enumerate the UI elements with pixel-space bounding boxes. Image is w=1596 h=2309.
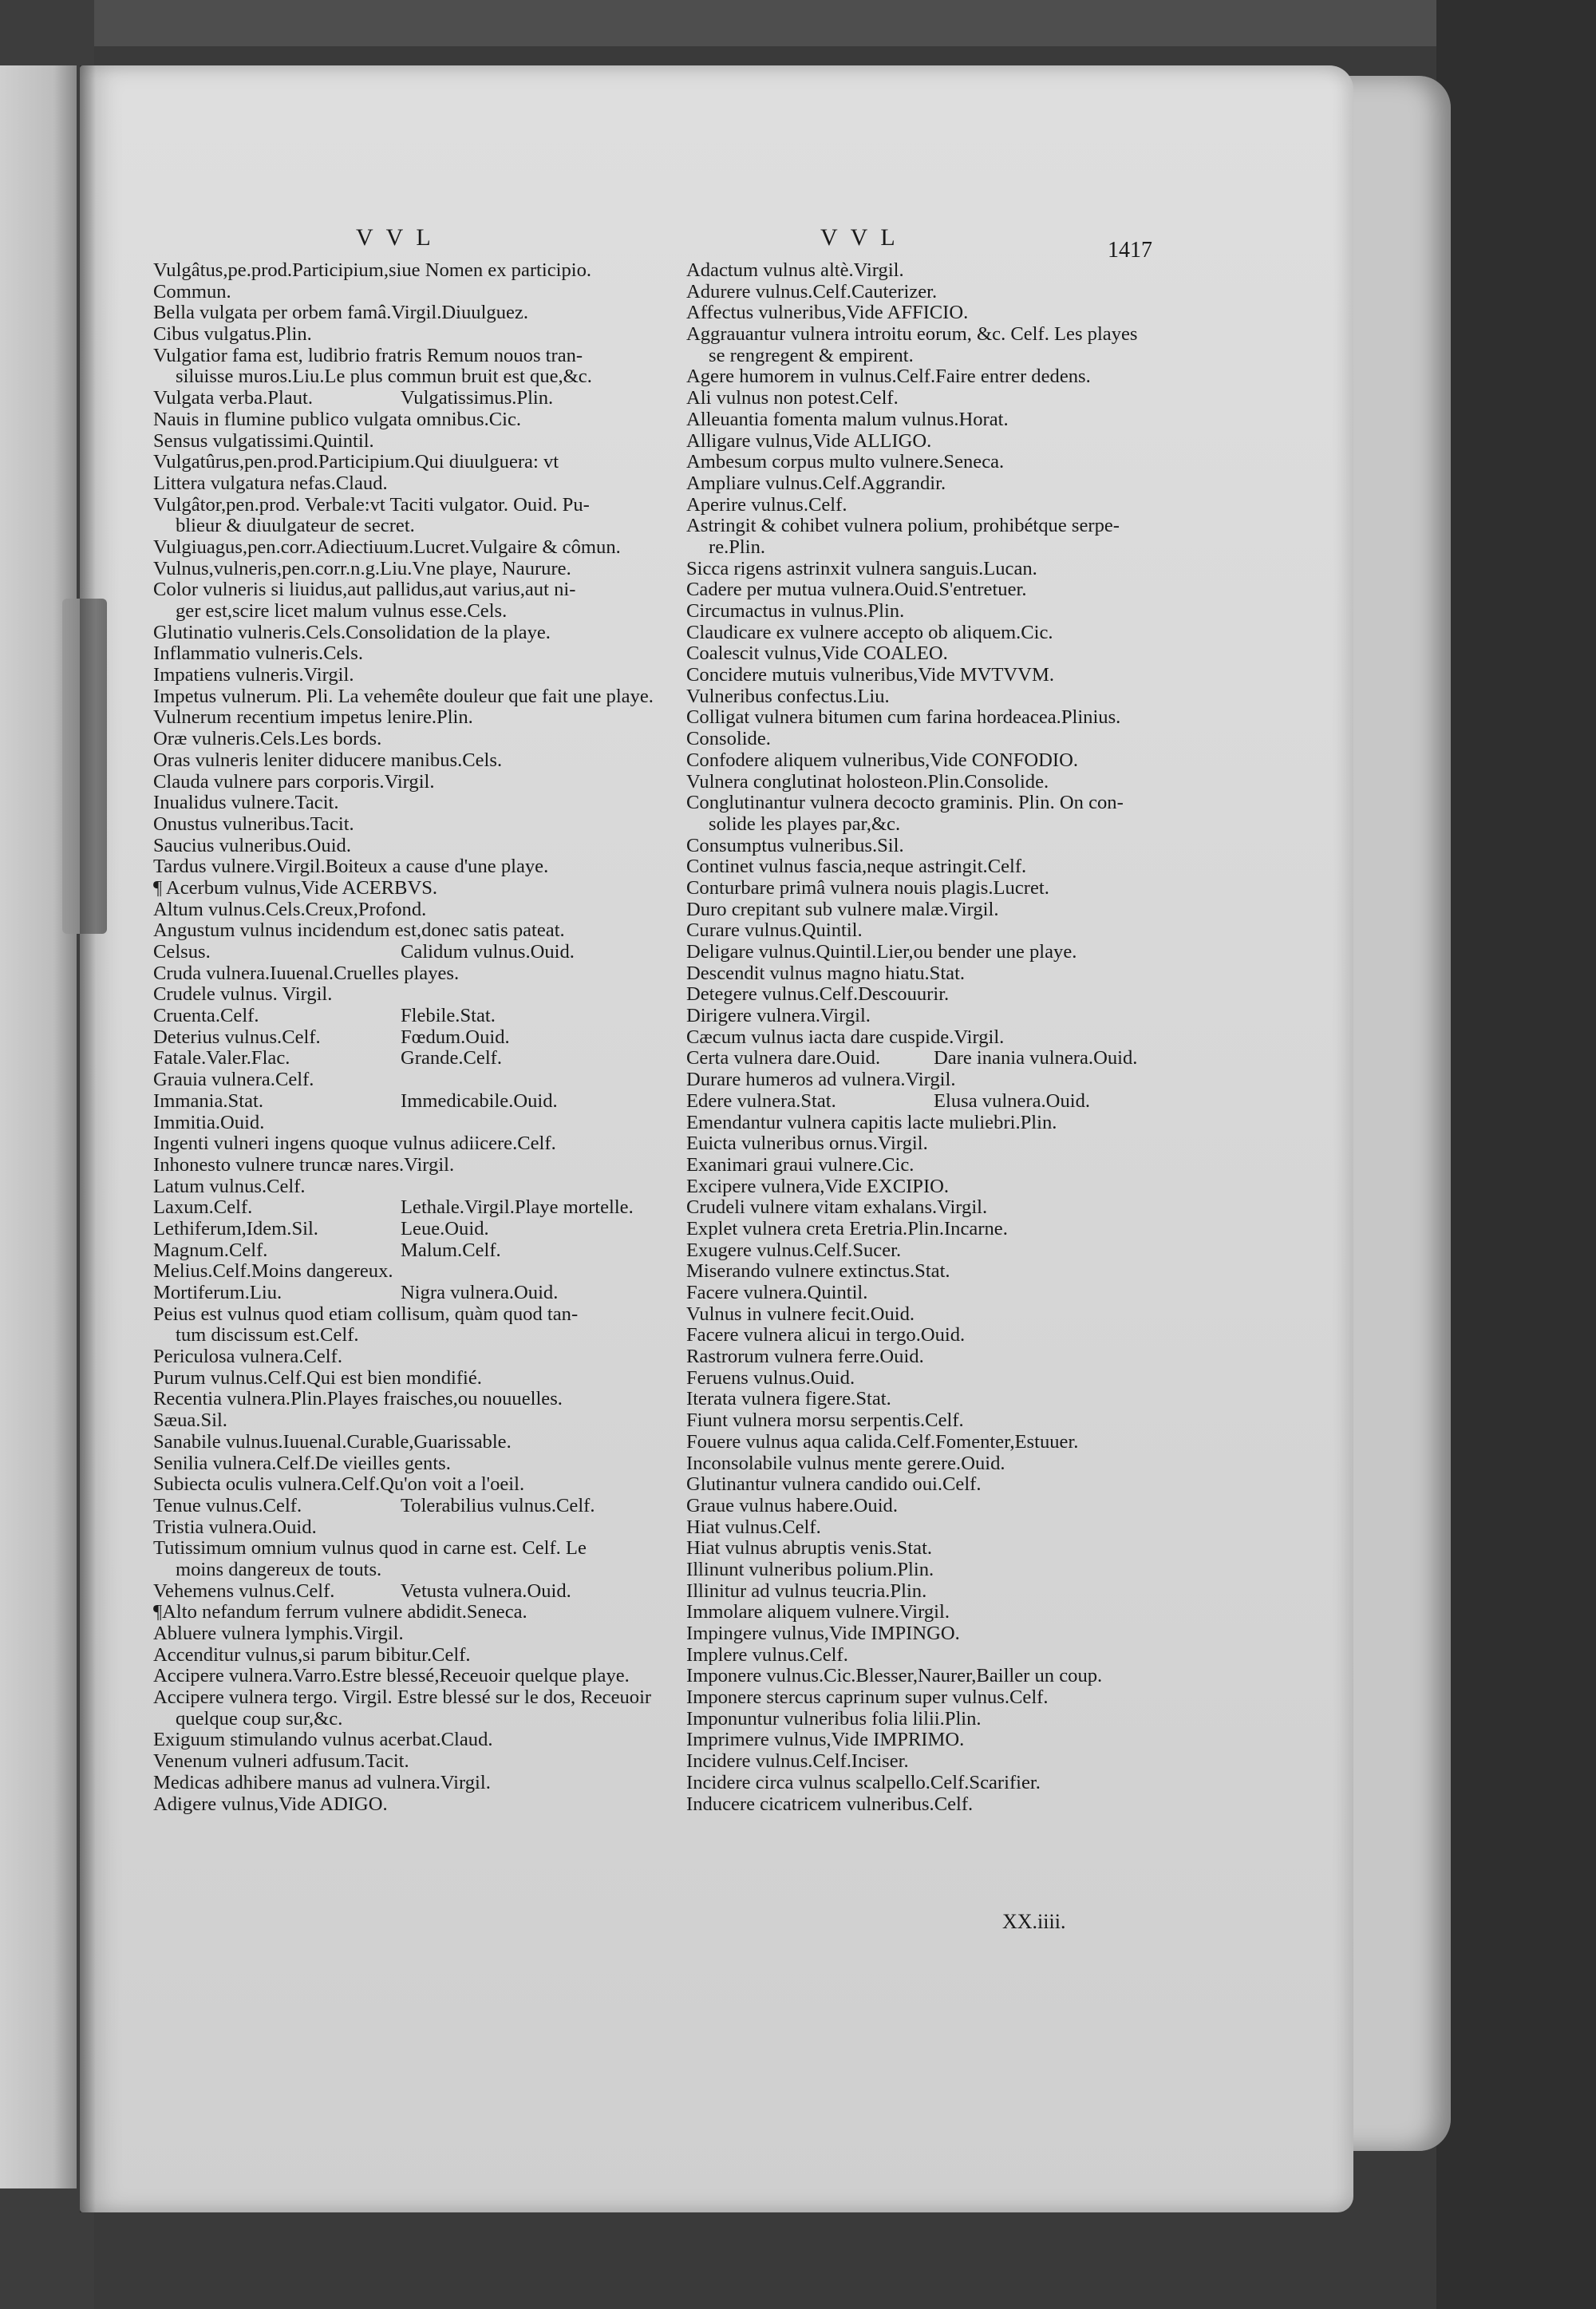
- dictionary-line: solide les playes par,&c.: [709, 812, 901, 835]
- dictionary-line: Exiguum stimulando vulnus acerbat.Claud.: [153, 1729, 493, 1751]
- dictionary-line: [153, 1006, 646, 1027]
- dictionary-line: Periculosa vulnera.Celf.: [153, 1346, 342, 1368]
- dictionary-line: Tardus vulnere.Virgil.Boiteux a cause d'une playe.: [153, 856, 549, 878]
- dictionary-line: Descendit vulnus magno hiatu.Stat.: [686, 962, 966, 984]
- dictionary-line: Commun.: [153, 280, 231, 302]
- dictionary-line: Angustum vulnus incidendum est,donec satis pateat.: [153, 919, 565, 942]
- dictionary-line: re.Plin.: [709, 536, 766, 558]
- dictionary-line: Tristia vulnera.Ouid.: [153, 1516, 317, 1538]
- dictionary-line: Accenditur vulnus,si parum bibitur.Celf.: [153, 1643, 471, 1666]
- dictionary-line: [686, 1091, 1165, 1113]
- dictionary-line: se rengregent & empirent.: [709, 344, 914, 366]
- entry-part: Edere vulnera.Stat.: [686, 1089, 836, 1112]
- entry-part: Immania.Stat.: [153, 1089, 263, 1112]
- dictionary-line: Illinitur ad vulnus teucria.Plin.: [686, 1580, 927, 1602]
- dictionary-line: Curare vulnus.Quintil.: [686, 919, 863, 942]
- signature-mark: XX.iiii.: [1002, 1910, 1066, 1933]
- dictionary-line: Cibus vulgatus.Plin.: [153, 323, 312, 346]
- dictionary-line: Iterata vulnera figere.Stat.: [686, 1388, 891, 1410]
- dictionary-line: Conglutinantur vulnera decocto graminis. Plin. On con-: [686, 792, 1124, 814]
- dictionary-line: [153, 388, 646, 409]
- entry-part: Fœdum.Ouid.: [401, 1026, 510, 1048]
- dictionary-line: Nauis in flumine publico vulgata omnibus.Cic.: [153, 408, 522, 430]
- dictionary-line: Vulgâtor,pen.prod. Verbale:vt Taciti vulgator. Ouid. Pu-: [153, 493, 590, 516]
- dictionary-line: [153, 1027, 646, 1049]
- dictionary-line: Vulnerum recentium impetus lenire.Plin.: [153, 706, 473, 729]
- entry-part: Vetusta vulnera.Ouid.: [401, 1580, 571, 1602]
- dictionary-line: Imponuntur vulneribus folia lilii.Plin.: [686, 1707, 982, 1730]
- dictionary-line: Consolide.: [686, 728, 771, 750]
- dictionary-line: Glutinatio vulneris.Cels.Consolidation de la playe.: [153, 621, 551, 643]
- dictionary-line: ¶ Acerbum vulnus,Vide ACERBVS.: [153, 876, 438, 899]
- dictionary-line: Vulgiuagus,pen.corr.Adiectiuum.Lucret.Vulgaire & cômun.: [153, 536, 621, 558]
- dictionary-line: Facere vulnera alicui in tergo.Ouid.: [686, 1324, 966, 1346]
- entry-part: Magnum.Celf.: [153, 1239, 268, 1261]
- dictionary-line: Sanabile vulnus.Iuuenal.Curable,Guarissable.: [153, 1430, 512, 1453]
- dictionary-line: Medicas adhibere manus ad vulnera.Virgil.: [153, 1771, 491, 1793]
- entry-part: Mortiferum.Liu.: [153, 1282, 282, 1303]
- dictionary-line: Incidere vulnus.Celf.Inciser.: [686, 1750, 909, 1773]
- dictionary-line: Tutissimum omnium vulnus quod in carne est. Celf. Le: [153, 1537, 587, 1560]
- dictionary-line: Cruda vulnera.Iuuenal.Cruelles playes.: [153, 962, 460, 984]
- entry-part: Vulgatissimus.Plin.: [401, 387, 554, 409]
- dictionary-line: Vulgatûrus,pen.prod.Participium.Qui diuulguera: vt: [153, 451, 559, 473]
- dictionary-line: Circumactus in vulnus.Plin.: [686, 600, 905, 622]
- dictionary-line: Vulneribus confectus.Liu.: [686, 685, 890, 707]
- dictionary-line: Peius est vulnus quod etiam collisum, quàm quod tan-: [153, 1303, 579, 1325]
- dictionary-line: Inconsolabile vulnus mente gerere.Ouid.: [686, 1452, 1005, 1474]
- dictionary-line: Illinunt vulneribus polium.Plin.: [686, 1558, 934, 1580]
- dictionary-line: [153, 1048, 646, 1069]
- entry-part: Vulgata verba.Plaut.: [153, 387, 313, 409]
- dictionary-line: Miserando vulnere extinctus.Stat.: [686, 1260, 950, 1283]
- dictionary-line: Accipere vulnera.Varro.Estre blessé,Receuoir quelque playe.: [153, 1665, 630, 1687]
- dictionary-line: Alligare vulnus,Vide ALLIGO.: [686, 429, 932, 452]
- right-column: [686, 260, 1165, 1815]
- dictionary-line: Durare humeros ad vulnera.Virgil.: [686, 1069, 956, 1091]
- dictionary-line: Purum vulnus.Celf.Qui est bien mondifié.: [153, 1366, 482, 1389]
- dictionary-line: Vulnus in vulnere fecit.Ouid.: [686, 1303, 915, 1325]
- dictionary-line: Clauda vulnere pars corporis.Virgil.: [153, 770, 435, 793]
- dictionary-line: Inducere cicatricem vulneribus.Celf.: [686, 1793, 974, 1815]
- dictionary-line: Exugere vulnus.Celf.Sucer.: [686, 1239, 902, 1261]
- dictionary-line: [153, 1240, 646, 1262]
- scan-background-right: [1436, 0, 1596, 2309]
- dictionary-line: Aggrauantur vulnera introitu eorum, &c. Celf. Les playes: [686, 323, 1138, 346]
- dictionary-line: Alleuantia fomenta malum vulnus.Horat.: [686, 408, 1009, 430]
- dictionary-line: Conturbare primâ vulnera nouis plagis.Lucret.: [686, 876, 1049, 899]
- dictionary-line: Excipere vulnera,Vide EXCIPIO.: [686, 1175, 950, 1197]
- dictionary-line: Emendantur vulnera capitis lacte muliebri.Plin.: [686, 1111, 1057, 1133]
- dictionary-line: [153, 942, 646, 963]
- dictionary-line: Abluere vulnera lymphis.Virgil.: [153, 1623, 404, 1644]
- dictionary-line: Sensus vulgatissimi.Quintil.: [153, 429, 374, 452]
- dictionary-line: Consumptus vulneribus.Sil.: [686, 834, 904, 856]
- entry-part: Fatale.Valer.Flac.: [153, 1047, 290, 1069]
- entry-part: Immedicabile.Ouid.: [401, 1089, 558, 1112]
- dictionary-line: Bella vulgata per orbem famâ.Virgil.Diuulguez.: [153, 302, 528, 324]
- dictionary-line: Aperire vulnus.Celf.: [686, 493, 847, 516]
- dictionary-line: Imprimere vulnus,Vide IMPRIMO.: [686, 1729, 965, 1751]
- dictionary-line: Ambesum corpus multo vulnere.Seneca.: [686, 451, 1005, 473]
- dictionary-line: Dirigere vulnera.Virgil.: [686, 1005, 871, 1027]
- dictionary-line: Adigere vulnus,Vide ADIGO.: [153, 1793, 388, 1815]
- entry-part: Lethale.Virgil.Playe mortelle.: [401, 1196, 634, 1219]
- entry-part: Nigra vulnera.Ouid.: [401, 1282, 559, 1303]
- dictionary-line: Deligare vulnus.Quintil.Lier,ou bender une playe.: [686, 941, 1077, 963]
- entry-part: Laxum.Celf.: [153, 1196, 253, 1219]
- dictionary-line: Fiunt vulnera morsu serpentis.Celf.: [686, 1410, 964, 1432]
- running-head-right: VVL: [820, 224, 908, 251]
- dictionary-line: Crudeli vulnere vitam exhalans.Virgil.: [686, 1196, 988, 1219]
- dictionary-line: Vulnus,vulneris,pen.corr.n.g.Liu.Vne playe, Naurure.: [153, 557, 571, 579]
- entry-part: Leue.Ouid.: [401, 1217, 489, 1240]
- dictionary-line: Adactum vulnus altè.Virgil.: [686, 259, 904, 281]
- dictionary-line: quelque coup sur,&c.: [176, 1707, 343, 1730]
- entry-part: Vehemens vulnus.Celf.: [153, 1580, 335, 1602]
- dictionary-line: [686, 1048, 1165, 1069]
- entry-part: Elusa vulnera.Ouid.: [934, 1089, 1091, 1112]
- dictionary-line: Venenum vulneri adfusum.Tacit.: [153, 1750, 409, 1773]
- dictionary-line: Coalescit vulnus,Vide COALEO.: [686, 642, 948, 665]
- dictionary-line: Adurere vulnus.Celf.Cauterizer.: [686, 280, 938, 302]
- dictionary-line: [153, 1581, 646, 1603]
- dictionary-line: Recentia vulnera.Plin.Playes fraisches,ou nouuelles.: [153, 1388, 563, 1410]
- dictionary-line: Concidere mutuis vulneribus,Vide MVTVVM.: [686, 664, 1054, 686]
- dictionary-line: Cadere per mutua vulnera.Ouid.S'entretuer.: [686, 579, 1027, 601]
- dictionary-line: moins dangereux de touts.: [176, 1558, 382, 1580]
- dictionary-line: siluisse muros.Liu.Le plus commun bruit est que,&c.: [176, 366, 592, 388]
- dictionary-line: Immolare aliquem vulnere.Virgil.: [686, 1601, 950, 1623]
- dictionary-line: Senilia vulnera.Celf.De vieilles gents.: [153, 1452, 451, 1474]
- dictionary-line: Rastrorum vulnera ferre.Ouid.: [686, 1346, 924, 1368]
- dictionary-line: Ingenti vulneri ingens quoque vulnus adiicere.Celf.: [153, 1133, 556, 1155]
- dictionary-line: Astringit & cohibet vulnera polium, prohibétque serpe-: [686, 515, 1120, 537]
- entry-part: Tolerabilius vulnus.Celf.: [401, 1494, 595, 1516]
- dictionary-line: Subiecta oculis vulnera.Celf.Qu'on voit a l'oeil.: [153, 1473, 525, 1496]
- entry-part: Deterius vulnus.Celf.: [153, 1026, 321, 1048]
- dictionary-line: Claudicare ex vulnere accepto ob aliquem.Cic.: [686, 621, 1053, 643]
- dictionary-line: Colligat vulnera bitumen cum farina hordeacea.Plinius.: [686, 706, 1121, 729]
- dictionary-line: Inhonesto vulnere truncæ nares.Virgil.: [153, 1153, 455, 1176]
- dictionary-line: Continet vulnus fascia,neque astringit.Celf.: [686, 856, 1027, 878]
- dictionary-line: Sicca rigens astrinxit vulnera sanguis.Lucan.: [686, 557, 1037, 579]
- dictionary-line: Vulgatior fama est, ludibrio fratris Remum nouos tran-: [153, 344, 583, 366]
- dictionary-line: Fouere vulnus aqua calida.Celf.Fomenter,Estuuer.: [686, 1430, 1079, 1453]
- dictionary-line: Confodere aliquem vulneribus,Vide CONFODIO.: [686, 749, 1078, 771]
- dictionary-line: Impingere vulnus,Vide IMPINGO.: [686, 1623, 960, 1644]
- dictionary-line: Onustus vulneribus.Tacit.: [153, 812, 354, 835]
- dictionary-line: Vulnera conglutinat holosteon.Plin.Consolide.: [686, 770, 1049, 793]
- dictionary-line: [153, 1496, 646, 1517]
- dictionary-line: Cæcum vulnus iacta dare cuspide.Virgil.: [686, 1026, 1005, 1048]
- dictionary-line: Graue vulnus habere.Ouid.: [686, 1494, 898, 1516]
- dictionary-line: Euicta vulneribus ornus.Virgil.: [686, 1133, 928, 1155]
- dictionary-line: ¶Alto nefandum ferrum vulnere abdidit.Seneca.: [153, 1601, 527, 1623]
- dictionary-line: [153, 1091, 646, 1113]
- dictionary-line: blieur & diuulgateur de secret.: [176, 515, 415, 537]
- entry-part: Cruenta.Celf.: [153, 1005, 259, 1027]
- dictionary-line: Inualidus vulnere.Tacit.: [153, 792, 339, 814]
- dictionary-line: Explet vulnera creta Eretria.Plin.Incarne.: [686, 1217, 1008, 1240]
- entry-part: Lethiferum,Idem.Sil.: [153, 1217, 318, 1240]
- dictionary-line: Implere vulnus.Celf.: [686, 1643, 848, 1666]
- dictionary-line: Imponere vulnus.Cic.Blesser,Naurer,Bailler un coup.: [686, 1665, 1103, 1687]
- dictionary-line: Affectus vulneribus,Vide AFFICIO.: [686, 302, 969, 324]
- dictionary-line: Oras vulneris leniter diducere manibus.Cels.: [153, 749, 503, 771]
- entry-part: Malum.Celf.: [401, 1239, 501, 1261]
- dictionary-line: Accipere vulnera tergo. Virgil. Estre blessé sur le dos, Receuoir: [153, 1686, 652, 1709]
- gutter-shadow: [80, 65, 96, 2212]
- dictionary-line: Imponere stercus caprinum super vulnus.Celf.: [686, 1686, 1049, 1709]
- entry-part: Certa vulnera dare.Ouid.: [686, 1047, 881, 1069]
- entry-part: Grande.Celf.: [401, 1047, 503, 1069]
- left-column: [153, 259, 654, 1815]
- dictionary-line: Exanimari graui vulnere.Cic.: [686, 1153, 915, 1176]
- dictionary-line: Feruens vulnus.Ouid.: [686, 1366, 855, 1389]
- dictionary-line: Inflammatio vulneris.Cels.: [153, 642, 363, 665]
- entry-part: Dare inania vulnera.Ouid.: [934, 1047, 1138, 1069]
- dictionary-line: Latum vulnus.Celf.: [153, 1175, 306, 1197]
- dictionary-line: Sæua.Sil.: [153, 1410, 227, 1432]
- dictionary-line: Glutinantur vulnera candido oui.Celf.: [686, 1473, 982, 1496]
- dictionary-line: Duro crepitant sub vulnere malæ.Virgil.: [686, 898, 999, 920]
- folio-number: 1417: [1108, 238, 1152, 263]
- entry-part: Celsus.: [153, 941, 211, 963]
- dictionary-line: [153, 1219, 646, 1240]
- dictionary-line: Littera vulgatura nefas.Claud.: [153, 472, 388, 494]
- dictionary-line: Ampliare vulnus.Celf.Aggrandir.: [686, 472, 946, 494]
- dictionary-line: ger est,scire licet malum vulnus esse.Cels.: [176, 600, 508, 622]
- dictionary-line: Ali vulnus non potest.Celf.: [686, 387, 899, 409]
- entry-part: Calidum vulnus.Ouid.: [401, 941, 575, 963]
- dictionary-line: tum discissum est.Celf.: [176, 1324, 359, 1346]
- dictionary-line: Immitia.Ouid.: [153, 1111, 265, 1133]
- dictionary-line: Facere vulnera.Quintil.: [686, 1282, 868, 1303]
- dictionary-line: Grauia vulnera.Celf.: [153, 1069, 314, 1091]
- entry-part: Tenue vulnus.Celf.: [153, 1494, 302, 1516]
- dictionary-line: [153, 1197, 646, 1219]
- dictionary-line: Incidere circa vulnus scalpello.Celf.Scarifier.: [686, 1771, 1041, 1793]
- dictionary-line: Melius.Celf.Moins dangereux.: [153, 1260, 393, 1283]
- dictionary-line: Oræ vulneris.Cels.Les bords.: [153, 728, 382, 750]
- dictionary-line: Altum vulnus.Cels.Creux,Profond.: [153, 898, 427, 920]
- dictionary-line: Impetus vulnerum. Pli. La vehemête douleur que fait une playe.: [153, 685, 654, 707]
- facing-page-edge: [0, 65, 77, 2188]
- dictionary-line: Agere humorem in vulnus.Celf.Faire entrer dedens.: [686, 366, 1091, 388]
- dictionary-line: Color vulneris si liuidus,aut pallidus,aut varius,aut ni-: [153, 579, 576, 601]
- dictionary-line: Hiat vulnus.Celf.: [686, 1516, 821, 1538]
- dictionary-line: Detegere vulnus.Celf.Descouurir.: [686, 983, 950, 1006]
- dictionary-line: Hiat vulnus abruptis venis.Stat.: [686, 1537, 933, 1560]
- dictionary-line: Impatiens vulneris.Virgil.: [153, 664, 354, 686]
- entry-part: Flebile.Stat.: [401, 1005, 496, 1027]
- dictionary-line: [153, 1283, 646, 1304]
- dictionary-line: Vulgâtus,pe.prod.Participium,siue Nomen ex participio.: [153, 259, 592, 281]
- running-head-left: VVL: [356, 224, 444, 251]
- scan-background-top: [0, 0, 1596, 46]
- dictionary-line: Saucius vulneribus.Ouid.: [153, 834, 351, 856]
- dictionary-line: Crudele vulnus. Virgil.: [153, 983, 333, 1006]
